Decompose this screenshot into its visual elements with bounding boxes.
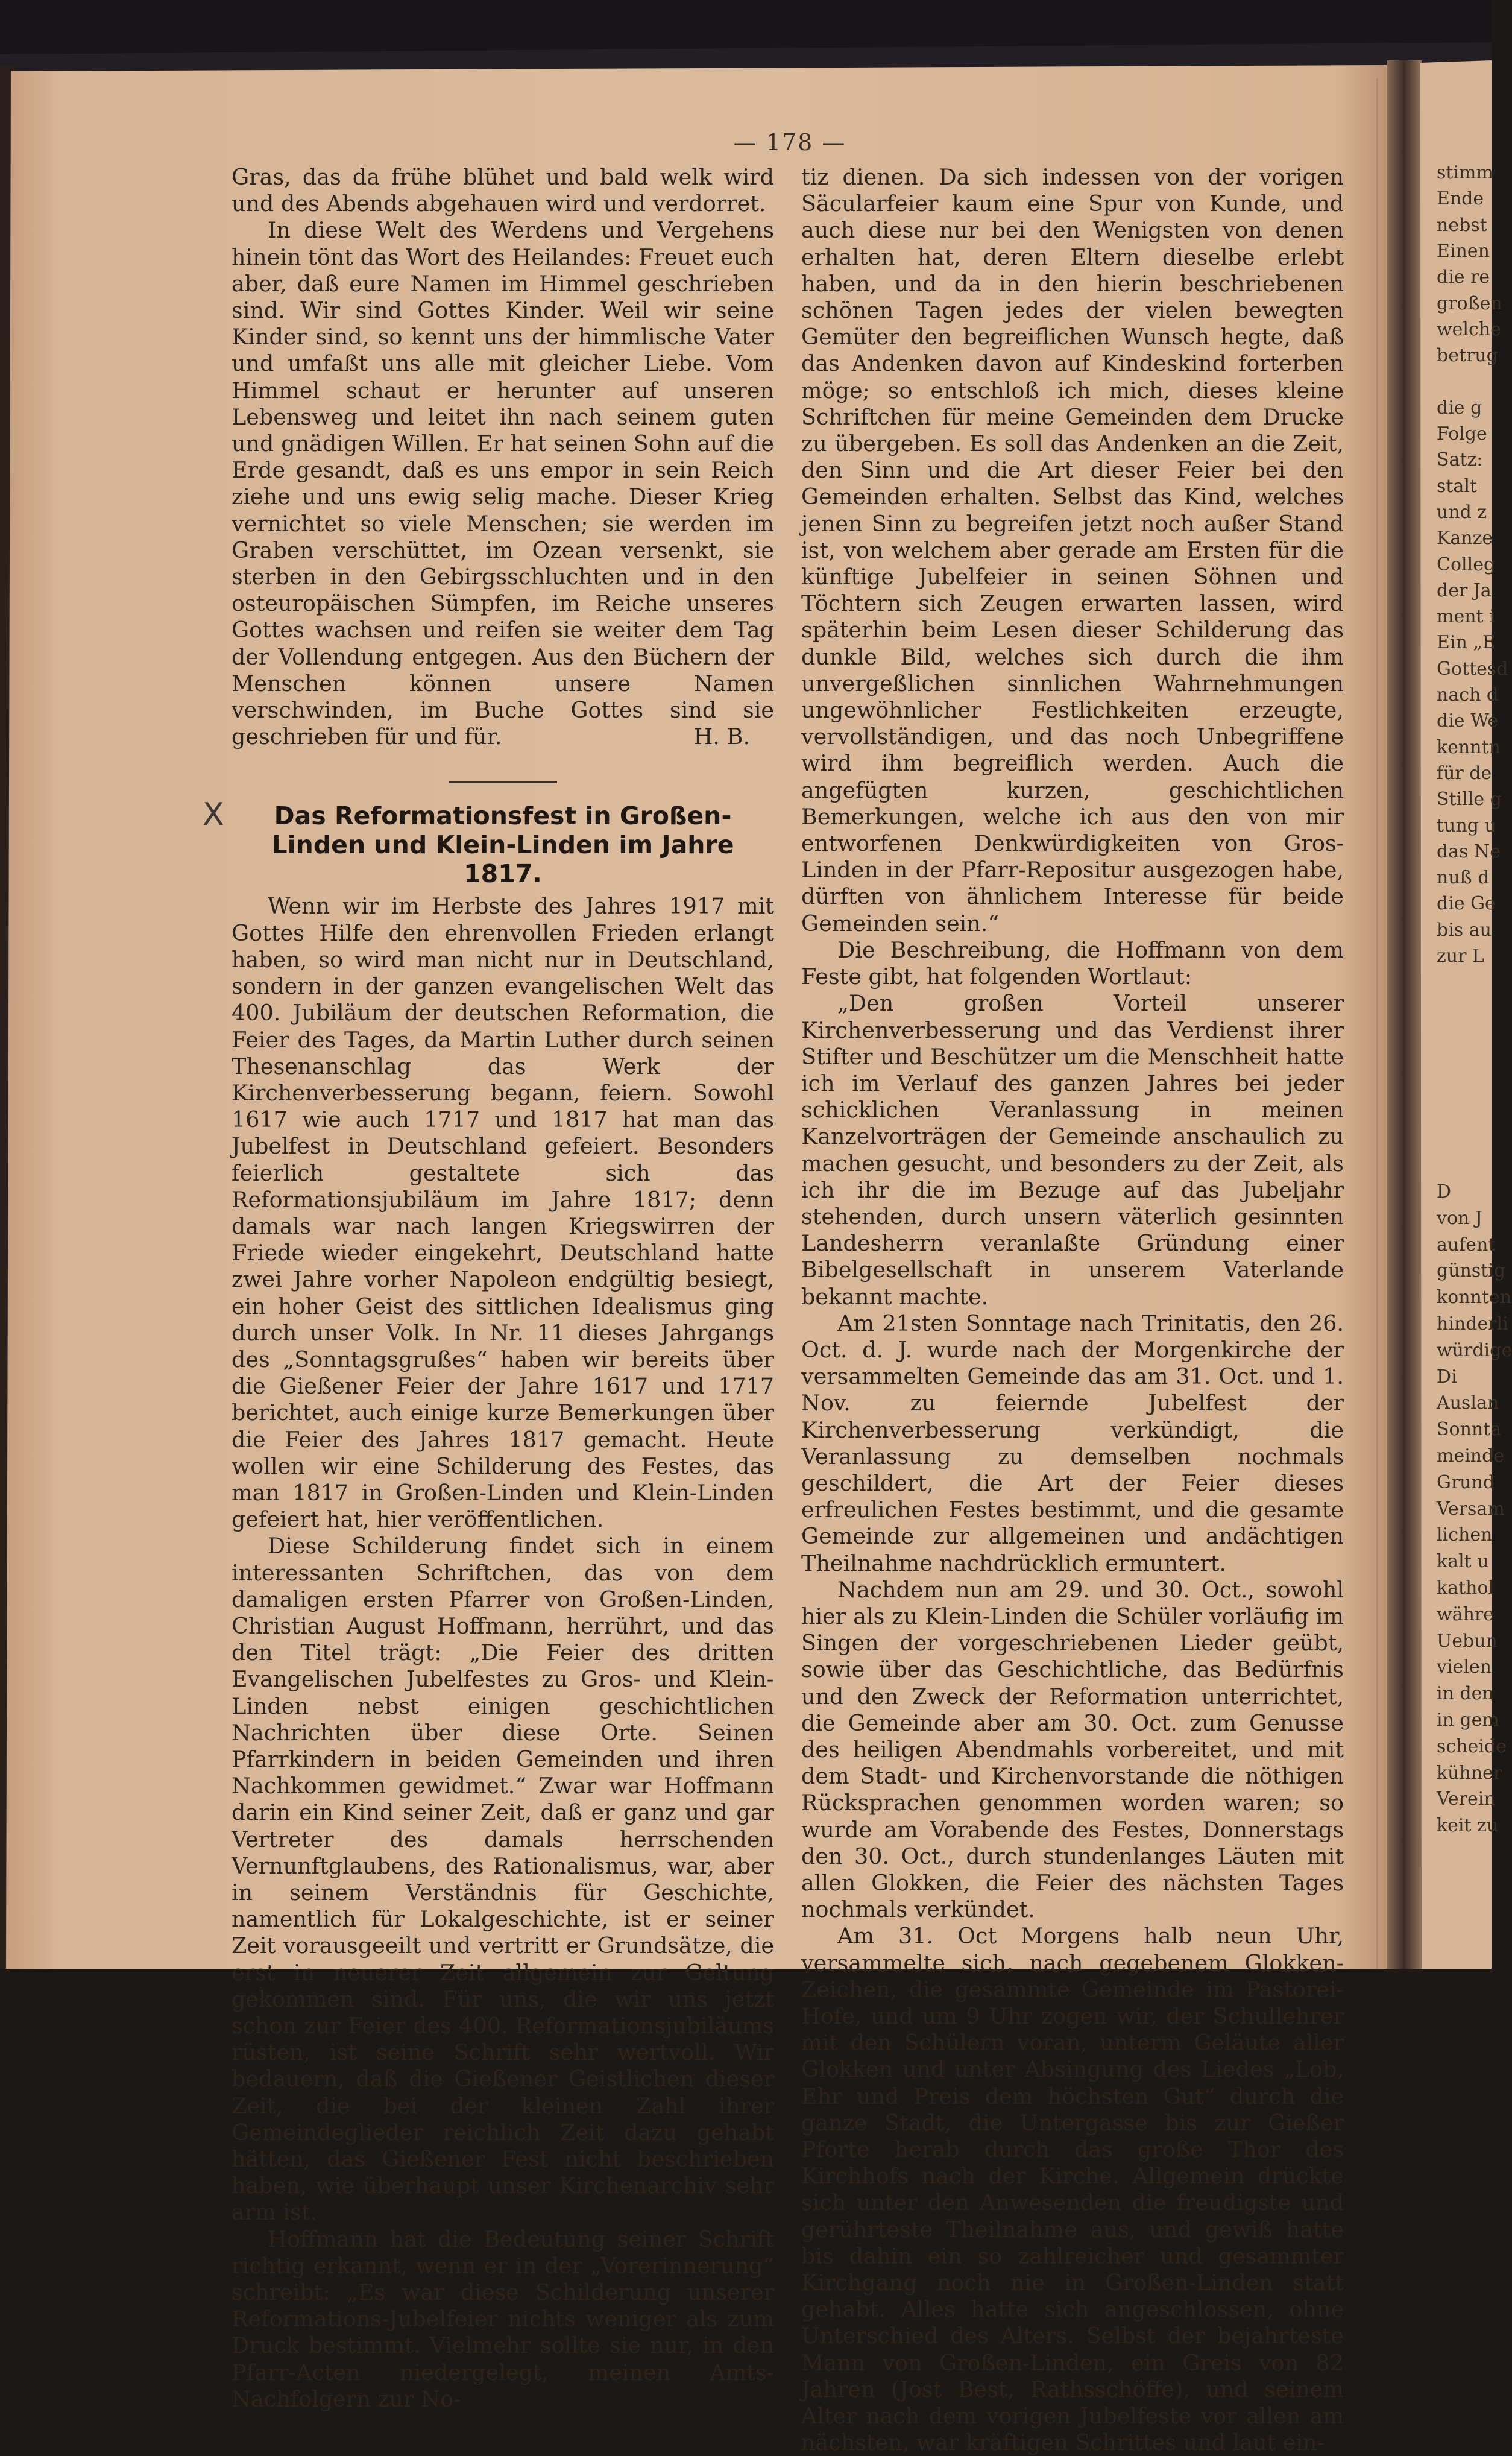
- next-page-fragment: währe: [1437, 1603, 1494, 1625]
- page-number: — 178 —: [733, 129, 846, 156]
- next-page-fragment: Verein: [1437, 1788, 1496, 1810]
- next-page-fragment: zur L: [1437, 945, 1484, 967]
- next-page-fragment: kathol: [1437, 1577, 1495, 1599]
- next-page-fragment: konnten: [1437, 1287, 1512, 1308]
- paragraph: In diese Welt des Werdens und Vergehens hinein tönt das Wort des Heilandes: Freuet euch aber, daß eure Namen im Himmel geschrieben sind. Wir sind Gottes Kinder. Weil wir seine Kinder sind, so kennt uns der himmlische Vater und umfaßt uns alle mit gleicher Liebe. Vom Himmel schaut er herunter auf unseren Lebensweg und leitet ihn nach seinem guten und gnädigen Willen. Er hat seinen Sohn auf die Erde gesandt, daß es uns empor in sein Reich ziehe und uns ewig selig mache. Dieser Krieg vernichtet so viele Menschen; sie werden im Graben verschüttet, im Ozean versenkt, sie sterben in den Gebirgsschluchten und in den osteuropäischen Sümpfen, im Reiche unseres Gottes wachsen und reifen sie weiter dem Tag der Vollendung entgegen. Aus den Büchern der Menschen können unsere Namen verschwinden, im Buche Gottes sind sie geschrieben für und für.: [232, 217, 774, 750]
- paragraph: Am 21sten Sonntage nach Trinitatis, den 26. Oct. d. J. wurde nach der Morgenkirche der versammelten Gemeinde das am 31. Oct. und 1. Nov. zu feiernde Jubelfest der Kirchenverbesserung verkündigt, die Veranlassung zu demselben nochmals geschildert, die Art der Feier dieses erfreulichen Festes bestimmt, und die gesamte Gemeinde zur allgemeinen und andächtigen Theilnahme nachdrücklich ermuntert.: [801, 1310, 1344, 1576]
- next-page-fragment: scheide: [1437, 1735, 1507, 1757]
- next-page-fragment: würdige: [1437, 1339, 1512, 1361]
- article-heading: [203, 797, 774, 889]
- next-page-fragment: in gem: [1437, 1709, 1499, 1731]
- next-page-fragment: Colleg: [1437, 554, 1496, 575]
- next-page-fragment: Sonnta: [1437, 1419, 1502, 1441]
- paragraph: Die Beschreibung, die Hoffmann von dem Feste gibt, hat folgenden Wortlaut:: [801, 936, 1344, 990]
- next-page-fragment: Versam: [1437, 1498, 1505, 1520]
- paragraph: Wenn wir im Herbste des Jahres 1917 mit Gottes Hilfe den ehrenvollen Frieden erlangt haben, so wird man nicht nur in Deutschland, sondern in der ganzen evangelischen Welt das 400. Jubiläum der deutschen Reformation, die Feier des Tages, da Martin Luther durch seinen Thesenanschlag das Werk der Kirchenverbesserung begann, feiern. Sowohl 1617 wie auch 1717 und 1817 hat man das Jubelfest in Deutschland gefeiert. Besonders feierlich gestaltete sich das Reformationsjubiläum im Jahre 1817; denn damals war nach langen Kriegswirren der Friede wieder eingekehrt, Deutschland hatte zwei Jahre vorher Napoleon endgültig besiegt, ein hoher Geist des sittlichen Idealismus ging durch unser Volk. In Nr. 11 dieses Jahrgangs des „Sonntagsgrußes“ haben wir bereits über die Gießener Feier der Jahre 1617 und 1717 berichtet, auch einige kurze Bemerkungen über die Feier des Jahres 1817 gemacht. Heute wollen wir eine Schilderung des Festes, das man 1817 in Großen-Linden und Klein-Linden gefeiert hat, hier veröffentlichen.: [232, 893, 774, 1533]
- next-page-fragment: Ende: [1437, 188, 1484, 210]
- next-page-fragment: Gottesd: [1437, 658, 1508, 680]
- next-page-fragment: nuß d: [1437, 867, 1490, 889]
- next-page-fragment: welche: [1437, 318, 1501, 340]
- next-page-fragment: bis au: [1437, 919, 1492, 941]
- next-page-fragment: großen: [1437, 292, 1502, 314]
- next-page-fragment: für de: [1437, 762, 1492, 784]
- next-page-fragment: die We: [1437, 710, 1499, 732]
- next-page-fragment: Kanze: [1437, 528, 1493, 549]
- next-page-fragment: stimm: [1437, 162, 1493, 183]
- next-page-fragment: vielen: [1437, 1656, 1492, 1678]
- next-page-fragment: Auslan: [1437, 1392, 1499, 1414]
- section-divider: [449, 781, 557, 783]
- next-page-fragment: Di: [1437, 1366, 1457, 1387]
- article-title: Das Reformationsfest in Großen-Linden und Klein-Linden im Jahre 1817.: [271, 801, 734, 889]
- next-page-fragment: ment i: [1437, 606, 1495, 628]
- next-page-fragment: Grund: [1437, 1471, 1495, 1493]
- paragraph: Diese Schilderung findet sich in einem interessanten Schriftchen, das von dem damaligen ersten Pfarrer von Großen-Linden, Christian August Hoffmann, herrührt, und das den Titel trägt: „Die Feier des dritten Evangelischen Jubelfestes zu Gros- und Klein-Linden nebst einigen geschichtlichen Nachrichten über diese Orte. Seinen Pfarrkindern in beiden Gemeinden und ihren Nachkommen gewidmet.“ Zwar war Hoffmann darin ein Kind seiner Zeit, daß er ganz und gar Vertreter des damals herrschenden Vernunftglaubens, des Rationalismus, war, aber in seinem Verständnis für Geschichte, namentlich für Lokalgeschichte, ist er seiner Zeit vorausgeeilt und vertritt er Grundsätze, die erst in neuerer Zeit allgemein zur Geltung gekommen sind. Für uns, die wir uns jetzt schon zur Feier des 400. Reformationsjubiläums rüsten, ist seine Schrift sehr wertvoll. Wir bedauern, daß die Gießener Geistlichen dieser Zeit, die bei der kleinen Zahl ihrer Gemeindeglieder reichlich Zeit dazu gehabt hätten, das Gießener Fest nicht beschrieben haben, wie überhaupt unser Kirchenarchiv sehr arm ist.: [232, 1533, 774, 2226]
- next-page-fragment: die re: [1437, 267, 1490, 288]
- next-page-fragment: Stille g: [1437, 789, 1502, 810]
- next-page-fragment: kühner: [1437, 1762, 1502, 1784]
- next-page-fragment: meinde: [1437, 1445, 1505, 1466]
- next-page-fragment: das Ne: [1437, 841, 1501, 862]
- next-page-fragment: kenntn: [1437, 736, 1501, 758]
- left-column: [203, 164, 774, 2413]
- signature: H. B.: [693, 724, 750, 750]
- next-page-fragment: in den: [1437, 1683, 1494, 1705]
- next-page-fragment: günstig: [1437, 1260, 1506, 1282]
- next-page-fragment: aufent: [1437, 1234, 1496, 1255]
- next-page-fragment: lichen: [1437, 1524, 1493, 1546]
- next-page-fragment: der Ja: [1437, 579, 1492, 601]
- next-page-fragment: Satz:: [1437, 449, 1483, 471]
- next-page-fragment: Folge: [1437, 423, 1487, 444]
- next-page-fragment: tung u: [1437, 815, 1496, 836]
- paragraph: „Den großen Vorteil unserer Kirchenverbesserung und das Verdienst ihrer Stifter und Beschützer um die Menschheit hatte ich im Verlauf des ganzen Jahres bei jeder schicklichen Veranlassung in meinen Kanzelvorträgen der Gemeinde anschaulich zu machen gesucht, und besonders zu der Zeit, als ich ihr die im Bezuge auf das Jubeljahr stehenden, durch unsern väterlich gesinnten Landesherrn veranlaßte Gründung einer Bibelgesellschaft in unserem Vaterlande bekannt machte.: [801, 990, 1344, 1310]
- handwritten-mark: X: [203, 797, 224, 833]
- next-page-fragment: kalt u: [1437, 1551, 1489, 1573]
- next-page-fragment: betrug: [1437, 345, 1498, 367]
- next-page-fragment: Uebun: [1437, 1630, 1498, 1652]
- next-page-fragment: nebst: [1437, 214, 1487, 236]
- next-page-fragment: die Ge: [1437, 893, 1496, 915]
- next-page-fragment: nach d: [1437, 684, 1499, 706]
- next-page-fragment: die g: [1437, 397, 1482, 418]
- next-page-fragment: Ein „E: [1437, 632, 1496, 654]
- next-page-fragment: hinderli: [1437, 1313, 1508, 1334]
- paragraph: Hoffmann hat die Bedeutung seiner Schrift richtig erkannt, wenn er in der „Vorerinnerung“ schreibt: „Es war diese Schilderung unserer Reformations-Jubelfeier nichts weniger als zum Druck bestimmt. Vielmehr sollte sie nur, in den Pfarr-Acten niedergelegt, meinen Amts-Nachfolgern zur No-: [232, 2226, 774, 2412]
- right-column: [801, 164, 1344, 2456]
- paragraph: Am 31. Oct Morgens halb neun Uhr, versammelte sich, nach gegebenem Glokken-Zeichen, die gesammte Gemeinde im Pastorei-Hofe, und um 9 Uhr zogen wir, der Schullehrer mit den Schülern voran, unterm Geläute aller Glokken und unter Absingung des Liedes „Lob, Ehr und Preis dem höchsten Gut“ durch die ganze Stadt, die Untergasse bis zur Gießer Pforte herab durch das große Thor des Kirchhofs nach der Kirche. Allgemein drückte sich unter den Anwesenden die freudigste und gerührteste Theilnahme aus, und gewiß hatte bis dahin ein so zahlreicher und gesammter Kirchgang noch nie in Großen-Linden statt gehabt. Alles hatte sich angeschlossen, ohne Unterschied des Alters. Selbst der bejahrteste Mann von Großen-Linden, ein Greis von 82 Jahren (Jost Best, Rathsschöffe), und seinem Alter nach dem vorigen Jubelfeste vor allen am nächsten, war kräftigen Schrittes und laut ein-: [801, 1923, 1344, 2456]
- next-page-fragment: keit zu: [1437, 1815, 1499, 1837]
- next-page-fragment: Einen: [1437, 240, 1490, 262]
- next-page-fragment: D: [1437, 1181, 1452, 1202]
- next-page-fragment: und z: [1437, 501, 1487, 523]
- next-page-fragment: von J: [1437, 1207, 1482, 1229]
- paragraph: Nachdem nun am 29. und 30. Oct., sowohl hier als zu Klein-Linden die Schüler vorläufig im Singen der vorgeschriebenen Lieder geübt, sowie über das Geschichtliche, das Bedürfnis und den Zweck der Reformation unterrichtet, die Gemeinde aber am 30. Oct. zum Genusse des heiligen Abendmahls vorbereitet, und mit dem Stadt- und Kirchenvorstande die nöthigen Rücksprachen genommen worden waren; so wurde am Vorabende des Festes, Donnerstags den 30. Oct., durch stundenlanges Läuten mit allen Glokken, die Feier des nächsten Tages nochmals verkündet.: [801, 1576, 1344, 1923]
- next-page-fragment: stalt: [1437, 475, 1477, 497]
- paragraph: tiz dienen. Da sich indessen von der vorigen Säcularfeier kaum eine Spur von Kunde, und auch diese nur bei den Wenigsten von denen erhalten hat, deren Eltern dieselbe erlebt haben, und da in den hierin beschriebenen schönen Tagen jedes der vielen bewegten Gemüter den begreiflichen Wunsch hegte, daß das Andenken davon auf Kindeskind forterben möge; so entschloß ich mich, dieses kleine Schriftchen für meine Gemeinden dem Drucke zu übergeben. Es soll das Andenken an die Zeit, den Sinn und die Art dieser Feier bei den Gemeinden erhalten. Selbst das Kind, welches jenen Sinn zu begreifen jetzt noch außer Stand ist, von welchem aber gerade am Ersten für die künftige Jubelfeier in seinen Söhnen und Töchtern sich Zeugen erwarten lassen, wird späterhin beim Lesen dieser Schilderung das dunkle Bild, welches sich durch die ihm unvergeßlichen sinnlichen Wahrnehmungen ungewöhnlicher Festlichkeiten erzeugte, vervollständigen, und das noch Unbegriffene wird ihm begreiflich werden. Auch die angefügten kurzen, geschichtlichen Bemerkungen, welche ich aus den von mir entworfenen Denkwürdigkeiten von Gros-Linden in der Pfarr-Repositur ausgezogen habe, dürften von ähnlichem Interesse für beide Gemeinden sein.“: [801, 164, 1344, 936]
- paragraph: Gras, das da frühe blühet und bald welk wird und des Abends abgehauen wird und verdorret.: [232, 164, 774, 217]
